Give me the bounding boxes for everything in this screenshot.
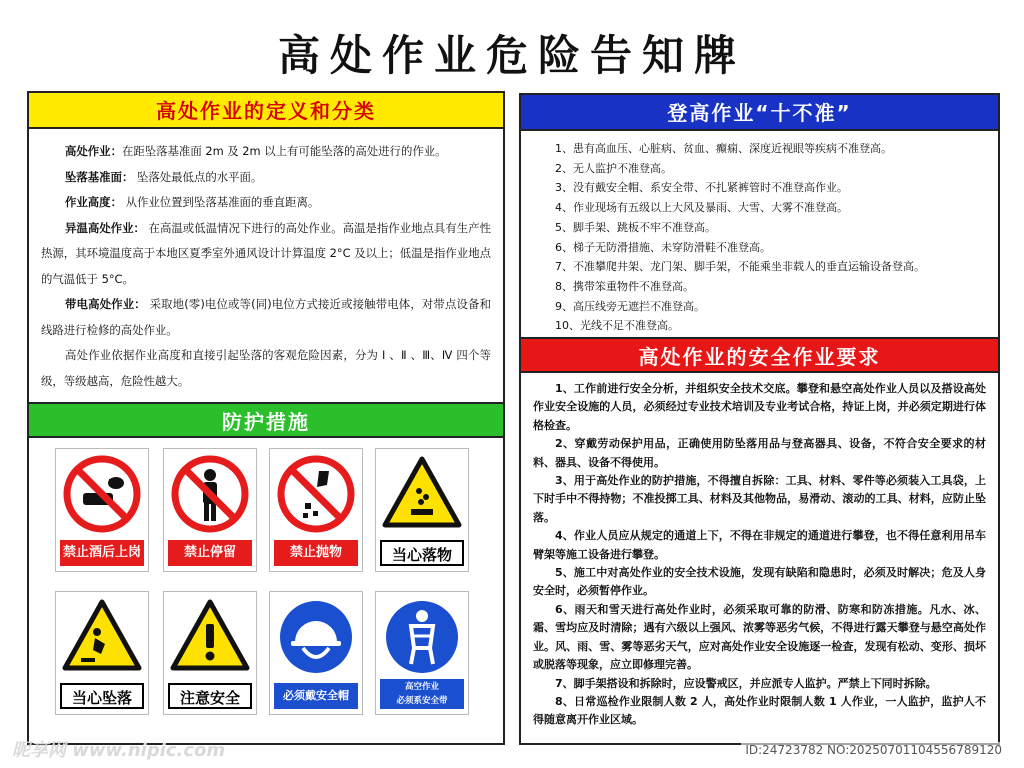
signs-grid xyxy=(29,438,503,730)
ten-rules-list xyxy=(521,131,998,337)
exclamation-icon xyxy=(169,596,251,678)
rule-item: 7、不准攀爬井架、龙门架、脚手架，不能乘坐非载人的垂直运输设备登高。 xyxy=(555,260,925,274)
rule-item: 1、患有高血压、心脏病、贫血、癫痫、深度近视眼等疾病不准登高。 xyxy=(555,142,892,155)
requirement-item: 2、穿戴劳动保护用品，正确使用防坠落用品与登高器具、设备，不符合安全要求的材料、器具、设备不得使用。 xyxy=(533,437,986,469)
hard-hat-icon xyxy=(275,596,357,678)
image-id-stamp: ID:24723782 NO:20250701104556789120 xyxy=(741,742,1006,758)
requirements-list xyxy=(521,373,998,730)
definition-item: 坠落基准面： 坠落处最低点的水平面。 xyxy=(65,169,263,184)
left-panel xyxy=(27,91,505,745)
rule-item: 8、携带笨重物件不准登高。 xyxy=(555,279,694,293)
rule-item: 2、无人监护不准登高。 xyxy=(555,161,672,175)
sign-label: 高空作业 必须系安全带 xyxy=(380,679,464,709)
falling-objects-icon xyxy=(381,453,463,535)
definition-item: 异温高处作业： 在高温或低温情况下进行的高处作业。高温是指作业地点具有生产性热源，其环境温度高于本地区夏季室外通风设计计算温度 2°C 及以上；低温是指作业地点的气温低于 5°C。 xyxy=(41,220,491,286)
definition-item: 高处作业：在距坠落基准面 2m 及 2m 以上有可能坠落的高处进行的作业。 xyxy=(65,144,447,158)
requirement-item: 5、施工中对高处作业的安全技术设施，发现有缺陷和隐患时，必须及时解决；危及人身安全时，必须暂停作业。 xyxy=(533,566,986,598)
rule-item: 9、高压线旁无遮拦不准登高。 xyxy=(555,299,705,313)
requirement-item: 7、脚手架搭设和拆除时，应设警戒区，并应派专人监护。严禁上下同时拆除。 xyxy=(555,676,937,690)
rule-item: 4、作业现场有五级以上大风及暴雨、大雪、大雾不准登高。 xyxy=(555,201,848,215)
sign-label: 禁止抛物 xyxy=(274,540,358,566)
rule-item: 6、梯子无防滑措施、未穿防滑鞋不准登高。 xyxy=(555,240,771,254)
rule-item: 5、脚手架、跳板不牢不准登高。 xyxy=(555,220,716,234)
sign-label: 必须戴安全帽 xyxy=(274,683,358,709)
requirement-item: 1、工作前进行安全分析，并组织安全技术交底。攀登和悬空高处作业人员以及搭设高处作业安全设施的人员，必须经过专业技术培训及专业考试合格，持证上岗，并必须定期进行体格检查。 xyxy=(533,382,986,432)
page-title: 高处作业危险告知牌 xyxy=(277,31,746,80)
fall-hazard-icon xyxy=(61,596,143,678)
safety-harness-icon xyxy=(381,596,463,678)
rule-item: 3、没有戴安全帽、系安全带、不扎紧裤管时不准登高作业。 xyxy=(555,181,848,195)
sign-hard-hat xyxy=(269,591,363,715)
sign-fall-hazard xyxy=(55,591,149,715)
definitions-section xyxy=(29,129,503,402)
requirements-header: 高处作业的安全作业要求 xyxy=(521,337,998,373)
definition-item: 作业高度： 从作业位置到坠落基准面的垂直距离。 xyxy=(65,195,320,209)
sign-label: 禁止停留 xyxy=(168,540,252,566)
sign-label: 注意安全 xyxy=(168,683,252,709)
requirement-item: 6、雨天和雪天进行高处作业时，必须采取可靠的防滑、防寒和防冻措施。凡水、冰、霜、雪均应及时清除；遇有六级以上强风、浓雾等恶劣气候，不得进行露天攀登与悬空高处作业。风、雨、雪、雾等恶劣天气，应对高处作业安全设施逐一检查，发现有松动、变形、损坏或脱落等现象，应立即修理完善。 xyxy=(533,602,986,672)
sign-no-throwing xyxy=(269,448,363,572)
watermark: 昵享网 www.nipic.com xyxy=(12,740,226,761)
rules-header: 登高作业“十不准” xyxy=(521,95,998,131)
no-throwing-icon xyxy=(275,453,357,535)
sign-no-standing xyxy=(163,448,257,572)
sign-falling-objects xyxy=(375,448,469,572)
definition-item: 带电高处作业： 采取地(零)电位或等(同)电位方式接近或接触带电体，对带点设备和线路进行检修的高处作业。 xyxy=(41,297,491,337)
sign-caution xyxy=(163,591,257,715)
requirement-item: 8、日常巡检作业限制人数 2 人，高处作业时限制人数 1 人作业，一人监护，监护人不得随意离开作业区域。 xyxy=(533,694,986,727)
definition-item: 高处作业依据作业高度和直接引起坠落的客观危险因素，分为 Ⅰ 、Ⅱ 、Ⅲ、Ⅳ 四个等级，等级越高，危险性越大。 xyxy=(41,348,491,388)
sign-label: 当心坠落 xyxy=(60,683,144,709)
requirement-item: 4、作业人员应从规定的通道上下，不得在非规定的通道进行攀登，也不得任意利用吊车臂架等施工设备进行攀登。 xyxy=(533,529,986,561)
no-drinking-icon xyxy=(61,453,143,535)
definitions-header: 高处作业的定义和分类 xyxy=(29,93,503,129)
right-panel xyxy=(519,93,1000,745)
sign-safety-harness xyxy=(375,591,469,715)
sign-label: 禁止酒后上岗 xyxy=(60,540,144,566)
sign-no-drinking xyxy=(55,448,149,572)
rule-item: 10、光线不足不准登高。 xyxy=(555,319,679,333)
sign-label: 当心落物 xyxy=(380,540,464,566)
no-standing-icon xyxy=(169,453,251,535)
protection-header: 防护措施 xyxy=(29,402,503,438)
requirement-item: 3、用于高处作业的防护措施，不得擅自拆除：工具、材料、零件等必须装入工具袋，上下时手中不得持物；不准投掷工具、材料及其他物品，易滑动、滚动的工具、材料，应防止坠落。 xyxy=(533,474,986,524)
